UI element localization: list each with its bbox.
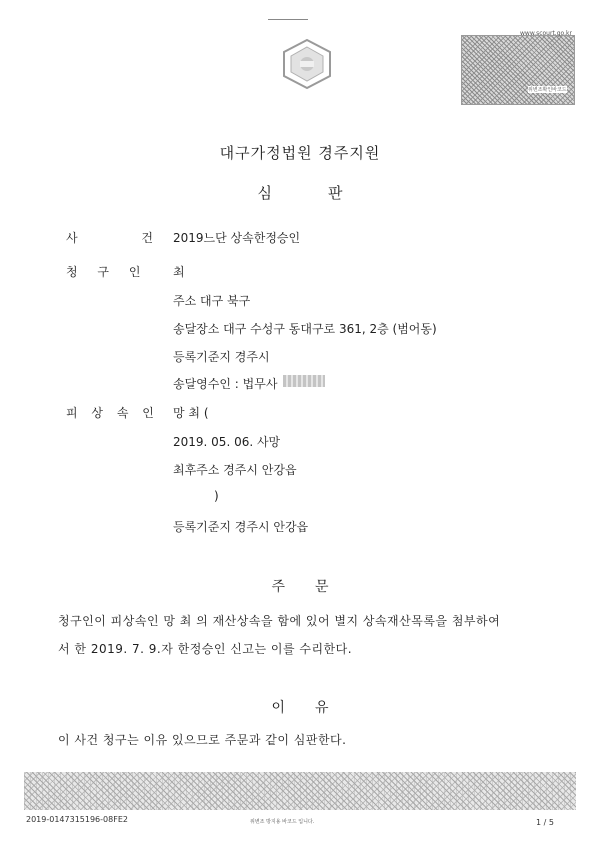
barcode-note: 위변조 방지용 바코드 입니다. [250, 819, 315, 825]
decedent-name: 망 최 ( [173, 406, 209, 420]
court-name: 대구가정법원 경주지원 [219, 144, 381, 162]
reason-line-1: 이 사건 청구는 이유 있으므로 주문과 같이 심판한다. [58, 733, 347, 747]
decedent-close-paren: ) [214, 489, 219, 503]
court-seal-icon [278, 38, 336, 90]
claimant-label: 청 구 인 [66, 265, 149, 279]
decedent-registration: 등록기준지 경주시 안강읍 [173, 520, 309, 534]
redacted-name [283, 375, 325, 387]
decedent-death: 2019. 05. 06. 사망 [173, 435, 281, 449]
verification-strip [24, 772, 576, 810]
barcode-url: www.scourt.go.kr [520, 30, 572, 37]
case-label: 사 건 [66, 231, 183, 245]
case-value: 2019느단 상속한정승인 [173, 231, 301, 245]
verification-barcode [461, 35, 575, 105]
decedent-label: 피 상 속 인 [66, 406, 159, 420]
order-heading: 주문 [271, 579, 359, 595]
order-line-2: 서 한 2019. 7. 9.자 한정승인 신고는 이를 수리한다. [58, 642, 353, 656]
claimant-registration: 등록기준지 경주시 [173, 350, 270, 364]
claimant-name: 최 [173, 265, 185, 279]
decedent-last-address: 최후주소 경주시 안강읍 [173, 463, 297, 477]
reason-heading: 이유 [271, 700, 359, 716]
order-line-1: 청구인이 피상속인 망 최 의 재산상속을 함에 있어 별지 상속재산목록을 첨부하여 [58, 614, 501, 628]
claimant-address: 주소 대구 북구 [173, 294, 251, 308]
barcode-caption: 위변조확인바코드 [528, 87, 567, 93]
claimant-service-recipient: 송달영수인 : 법무사 [173, 377, 278, 391]
document-number: 2019-0147315196-08FE2 [26, 815, 128, 824]
page-number: 1 / 5 [536, 818, 554, 827]
document-title: 심판 [257, 184, 399, 202]
claimant-service-place: 송달장소 대구 수성구 동대구로 361, 2층 (범어동) [173, 322, 437, 336]
top-line [268, 19, 308, 20]
